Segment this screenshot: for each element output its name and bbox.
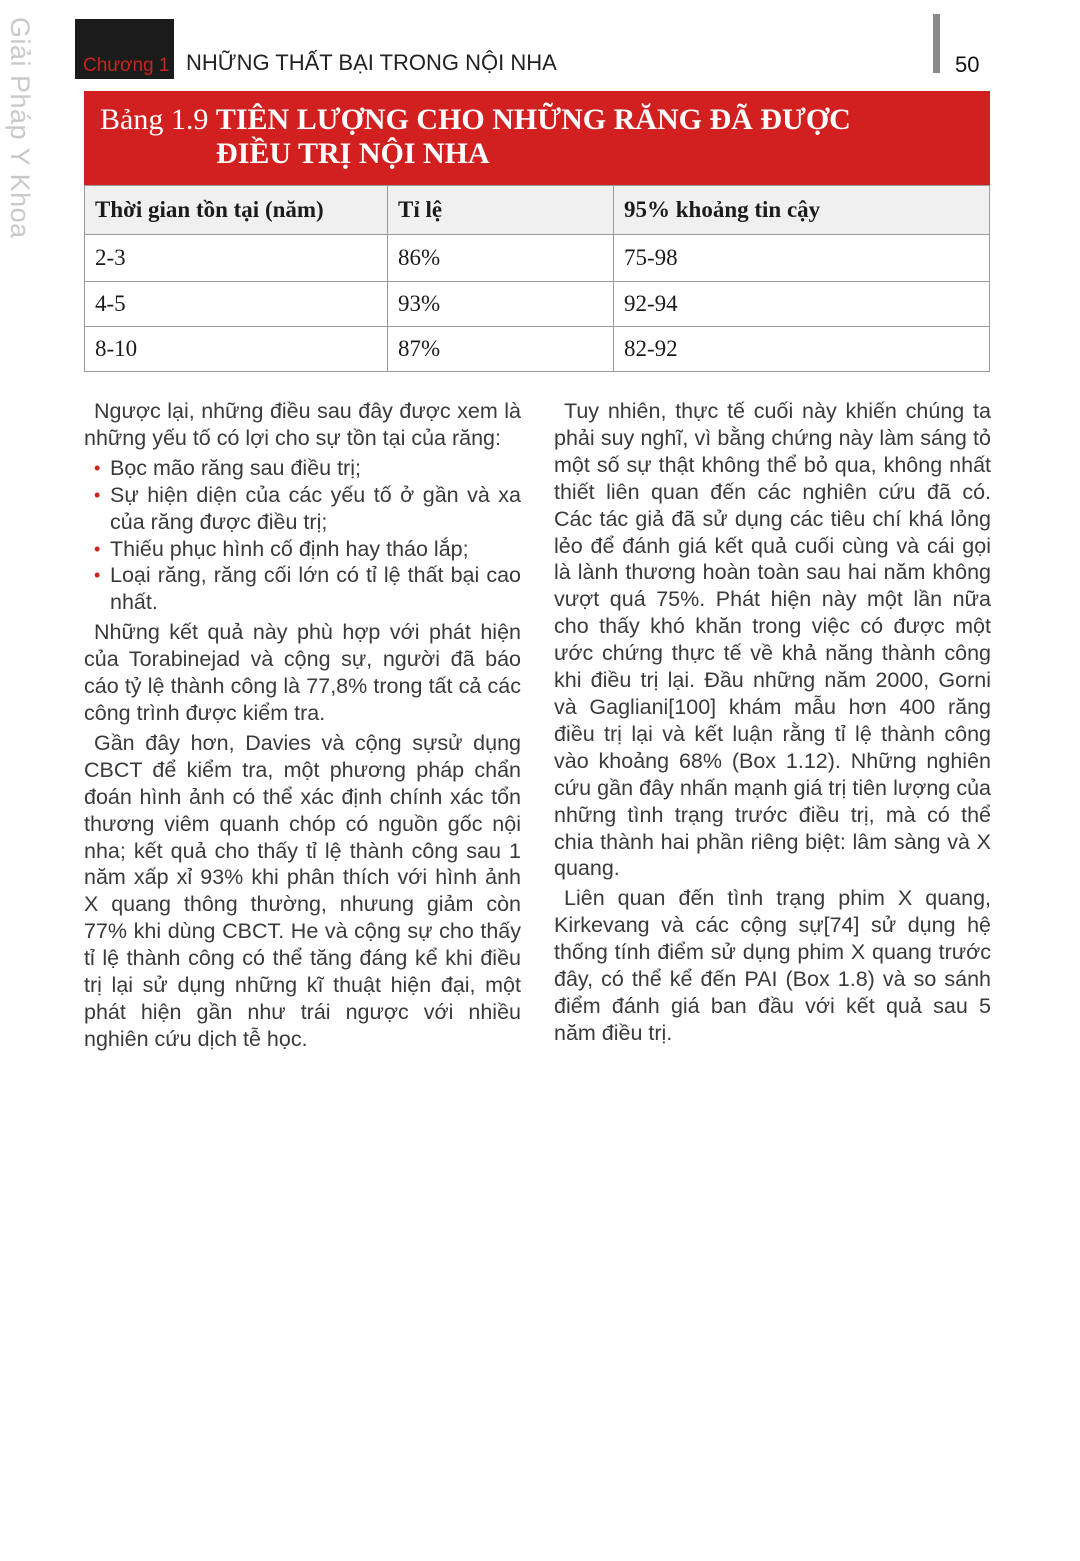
header-confidence-interval: 95% khoảng tin cậy xyxy=(614,186,990,235)
table-cell: 82-92 xyxy=(614,327,990,372)
table-cell: 4-5 xyxy=(85,282,388,327)
table-cell: 2-3 xyxy=(85,235,388,282)
side-brand-watermark: Giải Pháp Y Khoa xyxy=(5,17,35,239)
list-item xyxy=(84,562,521,616)
table-row xyxy=(85,282,990,327)
table-cell: 8-10 xyxy=(85,327,388,372)
right-text-column xyxy=(554,398,991,1050)
table-row xyxy=(85,327,990,372)
left-text-column xyxy=(84,398,521,1056)
favorable-factors-list xyxy=(84,455,521,616)
page-number: 50 xyxy=(955,52,980,77)
table-row xyxy=(85,235,990,282)
list-item-text: Thiếu phục hình cố định hay tháo lắp; xyxy=(110,536,469,561)
header-rate: Tỉ lệ xyxy=(388,186,614,235)
bullet-dot-icon: • xyxy=(94,457,101,478)
bullet-dot-icon: • xyxy=(94,538,101,559)
data-table xyxy=(84,185,990,372)
table-cell: 92-94 xyxy=(614,282,990,327)
chapter-label-box xyxy=(75,19,174,79)
chapter-title: NHỮNG THẤT BẠI TRONG NỘI NHA xyxy=(186,50,557,75)
table-cell: 87% xyxy=(388,327,614,372)
paragraph-davies: Gần đây hơn, Davies và cộng sựsử dụng CBCT để kiểm tra, một phương pháp chẩn đoán hình ảnh có thể xác định chính xác tổn thương viêm quanh chóp có nguồn gốc nội nha; kết quả cho thấy tỉ lệ thành công sau 1 năm xấp xỉ 93% khi phân thích với hình ảnh X quang thông thường, nhưung giảm còn 77% khi dùng CBCT. He và cộng sự cho thấy tỉ lệ thành công có thể tăng đáng kể khi điều trị lại sử dụng những kĩ thuật hiện đại, một phát hiện gần như trái ngược với nhiều nghiên cứu dịch tễ học. xyxy=(84,730,521,1051)
prognosis-table xyxy=(84,91,990,372)
table-cell: 75-98 xyxy=(614,235,990,282)
table-header-row xyxy=(85,186,990,235)
table-caption-title-line1: TIÊN LƯỢNG CHO NHỮNG RĂNG ĐÃ ĐƯỢC xyxy=(215,103,851,136)
list-item-text: Sự hiện diện của các yếu tố ở gần và xa của răng được điều trị; xyxy=(110,482,521,534)
list-item xyxy=(84,455,521,482)
paragraph-torabinejad: Những kết quả này phù hợp với phát hiện của Torabinejad và cộng sự, người đã báo cáo tỷ lệ thành công là 77,8% trong tất cả các công trình được kiểm tra. xyxy=(84,620,521,725)
list-item xyxy=(84,536,521,563)
table-caption-title-line2: ĐIỀU TRỊ NỘI NHA xyxy=(216,137,490,170)
table-caption-number: Bảng 1.9 xyxy=(100,103,209,136)
table-caption xyxy=(84,91,990,185)
bullet-dot-icon: • xyxy=(94,565,101,586)
list-item xyxy=(84,482,521,536)
header-survival-time: Thời gian tồn tại (năm) xyxy=(85,186,388,235)
table-cell: 86% xyxy=(388,235,614,282)
paragraph-kirkevang: Liên quan đến tình trạng phim X quang, Kirkevang và các cộng sự[74] sử dụng hệ thống tính điểm sử dụng phim X quang trước đây, có thể kể đến PAI (Box 1.8) và so sánh điểm đánh giá ban đầu với kết quả sau 5 năm điều trị. xyxy=(554,886,991,1045)
paragraph-intro: Ngược lại, những điều sau đây được xem là những yếu tố có lợi cho sự tồn tại của răng: xyxy=(84,399,521,450)
header-divider xyxy=(933,14,940,73)
bullet-dot-icon: • xyxy=(94,484,101,505)
list-item-text: Bọc mão răng sau điều trị; xyxy=(110,455,361,480)
list-item-text: Loại răng, răng cối lớn có tỉ lệ thất bại cao nhất. xyxy=(110,563,521,615)
table-cell: 93% xyxy=(388,282,614,327)
chapter-label: Chương 1 xyxy=(83,55,170,76)
paragraph-retreatment: Tuy nhiên, thực tế cuối này khiến chúng ta phải suy nghĩ, vì bằng chứng này làm sáng tỏ một số sự thật không thể bỏ qua, không nhất thiết liên quan đến các nghiên cứu đã có. Các tác giả đã sử dụng các tiêu chí khá lỏng lẻo để đánh giá kết quả cuối cùng và cái gọi là lành thương hoàn toàn sau hai năm không vượt quá 75%. Phát hiện này một lần nữa cho thấy khó khăn trong việc có được một ước chứng thực tế về khả năng thành công khi điều trị lại. Đầu những năm 2000, Gorni và Gagliani[100] khám mẫu hơn 400 răng điều trị lại và kết luận rằng tỉ lệ thành công vào khoảng 68% (Box 1.12). Những nghiên cứu gần đây nhấn mạnh giá trị tiên lượng của những tình trạng trước điều trị, mà có thể chia thành hai phần riêng biệt: lâm sàng và X quang. xyxy=(554,399,991,881)
